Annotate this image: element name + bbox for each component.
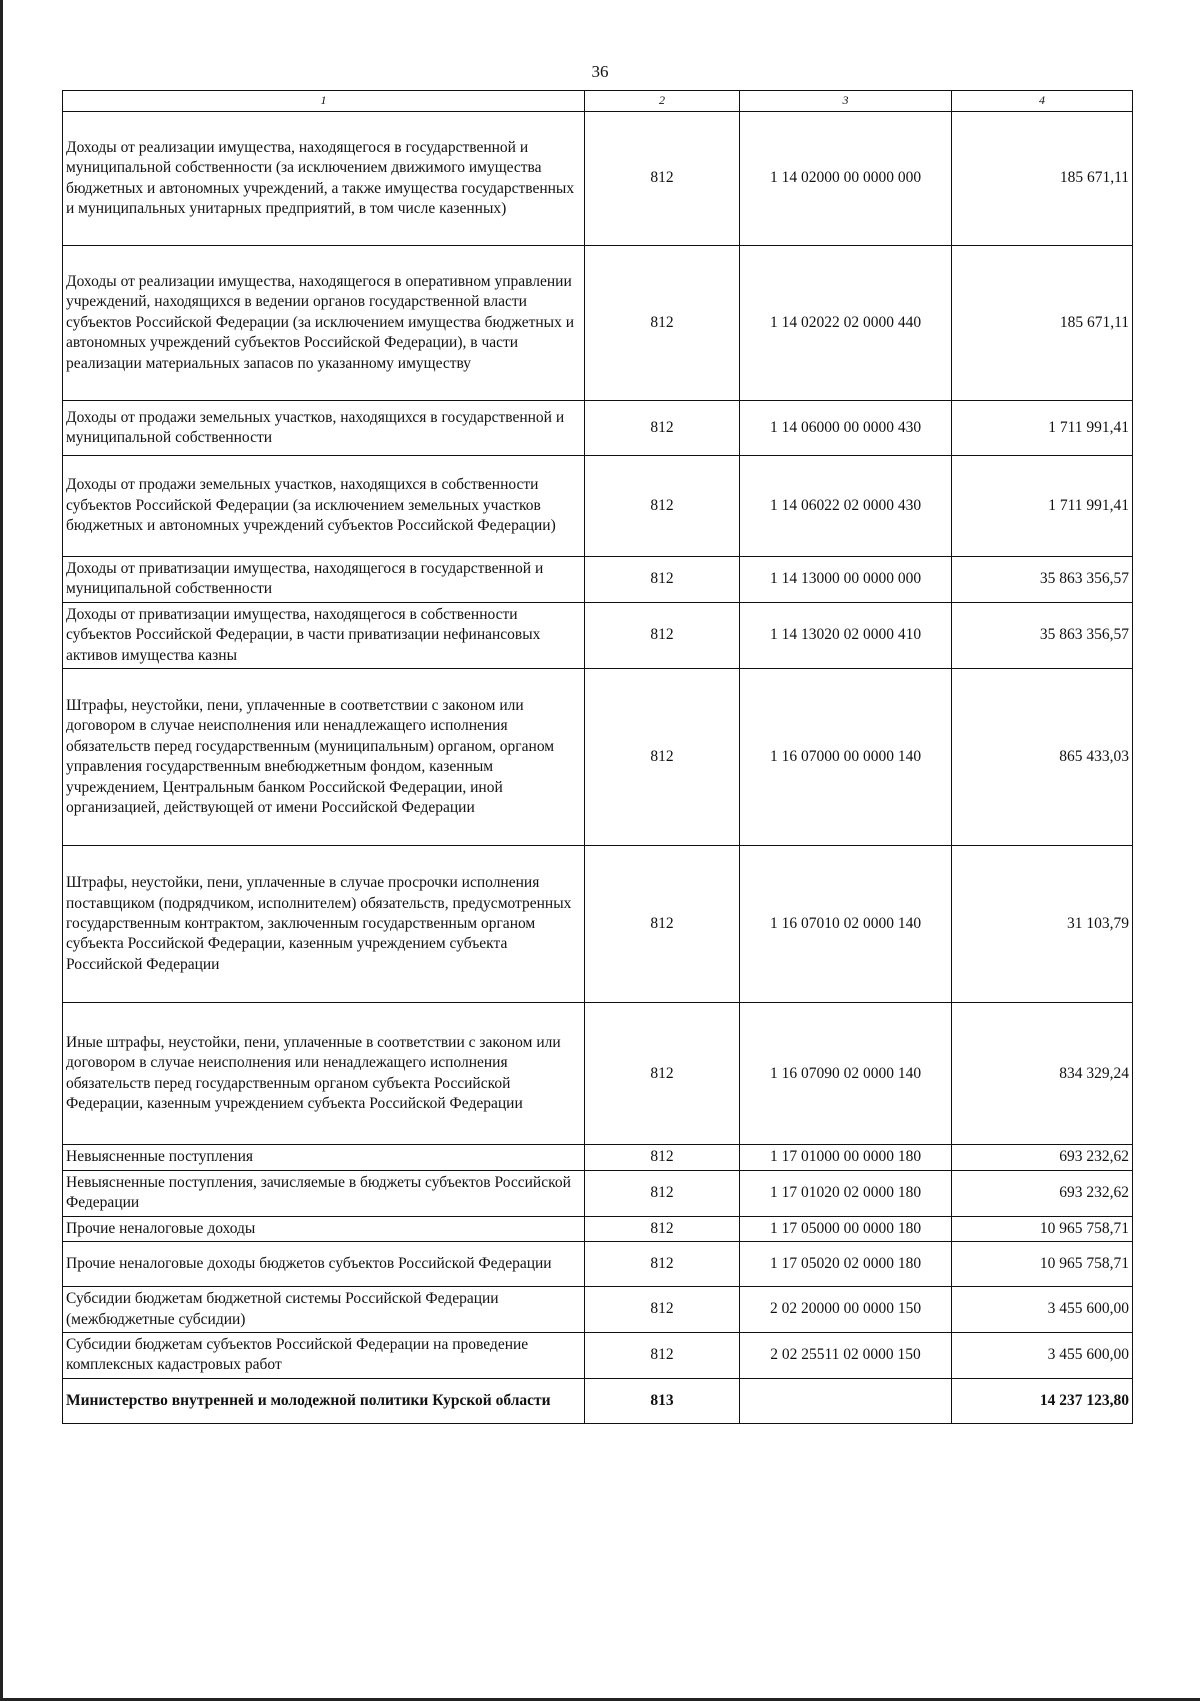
row-admin-code: 812 [585, 1145, 740, 1170]
row-admin-code: 812 [585, 1242, 740, 1287]
row-amount: 1 711 991,41 [952, 401, 1133, 456]
row-name: Доходы от продажи земельных участков, находящихся в государственной и муниципальной собственности [63, 401, 585, 456]
column-number-2: 2 [585, 91, 740, 112]
row-amount: 693 232,62 [952, 1145, 1133, 1170]
row-name: Иные штрафы, неустойки, пени, уплаченные в соответствии с законом или договором в случае неисполнения или ненадлежащего исполнения обязательств перед государственным органом субъекта Российской Федерации, казенным учреждением субъекта Российской Федерации [63, 1003, 585, 1145]
row-budget-code: 1 17 01000 00 0000 180 [740, 1145, 952, 1170]
table-row [63, 557, 1133, 603]
row-admin-code: 812 [585, 602, 740, 668]
row-name: Субсидии бюджетам субъектов Российской Федерации на проведение комплексных кадастровых работ [63, 1332, 585, 1378]
row-admin-code: 812 [585, 1216, 740, 1241]
table-row [63, 1332, 1133, 1378]
row-name: Доходы от приватизации имущества, находящегося в собственности субъектов Российской Федерации, в части приватизации нефинансовых активов имущества казны [63, 602, 585, 668]
row-name: Доходы от реализации имущества, находящегося в государственной и муниципальной собственности (за исключением движимого имущества бюджетных и автономных учреждений, а также имущества государственных и муниципальных унитарных предприятий, в том числе казенных) [63, 112, 585, 246]
row-amount: 14 237 123,80 [952, 1378, 1133, 1423]
row-amount: 1 711 991,41 [952, 456, 1133, 557]
row-amount: 3 455 600,00 [952, 1332, 1133, 1378]
row-budget-code: 1 14 13020 02 0000 410 [740, 602, 952, 668]
table-row [63, 1145, 1133, 1170]
row-budget-code: 1 17 01020 02 0000 180 [740, 1170, 952, 1216]
row-budget-code: 1 14 06000 00 0000 430 [740, 401, 952, 456]
table-row [63, 846, 1133, 1003]
row-name: Доходы от приватизации имущества, находящегося в государственной и муниципальной собственности [63, 557, 585, 603]
row-amount: 3 455 600,00 [952, 1287, 1133, 1333]
table-row [63, 1287, 1133, 1333]
table-row [63, 1003, 1133, 1145]
table-row [63, 1378, 1133, 1423]
row-budget-code: 2 02 20000 00 0000 150 [740, 1287, 952, 1333]
row-budget-code [740, 1378, 952, 1423]
row-budget-code: 1 16 07010 02 0000 140 [740, 846, 952, 1003]
row-admin-code: 812 [585, 1287, 740, 1333]
row-budget-code: 1 14 13000 00 0000 000 [740, 557, 952, 603]
column-number-1: 1 [63, 91, 585, 112]
column-number-4: 4 [952, 91, 1133, 112]
row-budget-code: 1 16 07090 02 0000 140 [740, 1003, 952, 1145]
row-name: Штрафы, неустойки, пени, уплаченные в случае просрочки исполнения поставщиком (подрядчиком, исполнителем) обязательств, предусмотренных государственным контрактом, заключенным государственным органом субъекта Российской Федерации, казенным учреждением субъекта Российской Федерации [63, 846, 585, 1003]
row-admin-code: 812 [585, 401, 740, 456]
row-amount: 35 863 356,57 [952, 557, 1133, 603]
row-admin-code: 812 [585, 557, 740, 603]
row-budget-code: 1 16 07000 00 0000 140 [740, 669, 952, 846]
table-row [63, 112, 1133, 246]
row-amount: 10 965 758,71 [952, 1242, 1133, 1287]
row-amount: 185 671,11 [952, 246, 1133, 401]
table-row [63, 456, 1133, 557]
row-budget-code: 2 02 25511 02 0000 150 [740, 1332, 952, 1378]
row-admin-code: 812 [585, 846, 740, 1003]
row-budget-code: 1 14 02000 00 0000 000 [740, 112, 952, 246]
row-name: Прочие неналоговые доходы [63, 1216, 585, 1241]
row-budget-code: 1 17 05020 02 0000 180 [740, 1242, 952, 1287]
table-row [63, 246, 1133, 401]
row-admin-code: 812 [585, 1170, 740, 1216]
table-row [63, 669, 1133, 846]
row-admin-code: 812 [585, 456, 740, 557]
row-admin-code: 812 [585, 246, 740, 401]
row-name: Доходы от реализации имущества, находящегося в оперативном управлении учреждений, находящихся в ведении органов государственной власти субъектов Российской Федерации (за исключением имущества бюджетных и автономных учреждений субъектов Российской Федерации), в части реализации материальных запасов по указанному имуществу [63, 246, 585, 401]
row-amount: 10 965 758,71 [952, 1216, 1133, 1241]
row-admin-code: 813 [585, 1378, 740, 1423]
page-number: 36 [591, 62, 609, 81]
table-row [63, 1170, 1133, 1216]
row-name: Невыясненные поступления, зачисляемые в бюджеты субъектов Российской Федерации [63, 1170, 585, 1216]
row-amount: 834 329,24 [952, 1003, 1133, 1145]
row-admin-code: 812 [585, 669, 740, 846]
row-name: Невыясненные поступления [63, 1145, 585, 1170]
column-number-row [63, 91, 1133, 112]
table-row [63, 1242, 1133, 1287]
row-name: Прочие неналоговые доходы бюджетов субъектов Российской Федерации [63, 1242, 585, 1287]
row-name: Штрафы, неустойки, пени, уплаченные в соответствии с законом или договором в случае неисполнения или ненадлежащего исполнения обязательств перед государственным (муниципальным) органом, органом управления государственным внебюджетным фондом, казенным учреждением, Центральным банком Российской Федерации, иной организацией, действующей от имени Российской Федерации [63, 669, 585, 846]
column-number-3: 3 [740, 91, 952, 112]
row-budget-code: 1 14 02022 02 0000 440 [740, 246, 952, 401]
row-admin-code: 812 [585, 112, 740, 246]
row-budget-code: 1 14 06022 02 0000 430 [740, 456, 952, 557]
row-name: Субсидии бюджетам бюджетной системы Российской Федерации (межбюджетные субсидии) [63, 1287, 585, 1333]
row-admin-code: 812 [585, 1003, 740, 1145]
table-row [63, 1216, 1133, 1241]
row-admin-code: 812 [585, 1332, 740, 1378]
row-amount: 31 103,79 [952, 846, 1133, 1003]
row-amount: 865 433,03 [952, 669, 1133, 846]
row-budget-code: 1 17 05000 00 0000 180 [740, 1216, 952, 1241]
row-amount: 35 863 356,57 [952, 602, 1133, 668]
row-amount: 693 232,62 [952, 1170, 1133, 1216]
table-row [63, 401, 1133, 456]
table-body [63, 112, 1133, 1424]
row-name: Министерство внутренней и молодежной политики Курской области [63, 1378, 585, 1423]
row-amount: 185 671,11 [952, 112, 1133, 246]
row-name: Доходы от продажи земельных участков, находящихся в собственности субъектов Российской Федерации (за исключением земельных участков бюджетных и автономных учреждений субъектов Российской Федерации) [63, 456, 585, 557]
table-row [63, 602, 1133, 668]
revenue-table [62, 90, 1133, 1424]
